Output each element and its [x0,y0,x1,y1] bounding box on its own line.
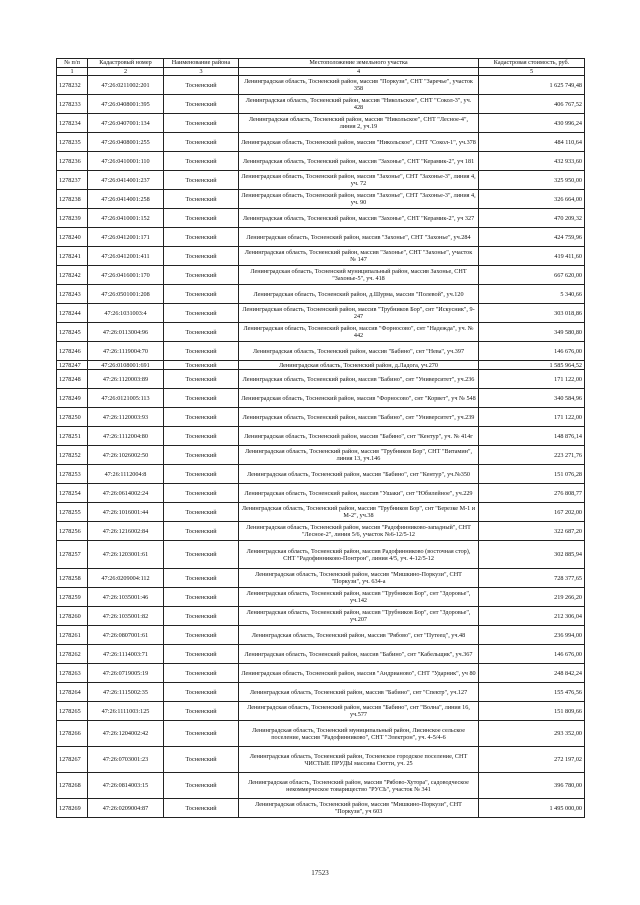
row-number: 1278263 [57,664,88,683]
row-number: 1278244 [57,304,88,323]
table-row [57,747,585,773]
row-number: 1278267 [57,747,88,773]
header-location: Местоположение земельного участка [239,59,479,68]
district-name: Тосненский [164,76,239,95]
parcel-location: Ленинградская область, Тосненский район, массив "Бабино", снт "Университет", уч.236 [239,370,479,389]
row-number: 1278255 [57,503,88,522]
row-number: 1278258 [57,569,88,588]
table-row [57,389,585,408]
cadastral-cost: 171 122,00 [479,370,585,389]
table-row [57,721,585,747]
cadastral-number: 47:26:0113004:96 [88,323,164,342]
cadastral-cost: 1 495 000,00 [479,799,585,818]
district-name: Тосненский [164,522,239,541]
cadastral-table [56,58,585,818]
cadastral-number: 47:26:0412001:411 [88,247,164,266]
district-name: Тосненский [164,747,239,773]
cadastral-cost: 302 885,94 [479,541,585,569]
cadastral-number: 47:26:0501001:208 [88,285,164,304]
row-number: 1278249 [57,389,88,408]
parcel-location: Ленинградская область, Тосненский район, массив "Бабино", снт "Кентур", уч. № 414г [239,427,479,446]
district-name: Тосненский [164,361,239,370]
district-name: Тосненский [164,285,239,304]
table-row [57,133,585,152]
district-name: Тосненский [164,342,239,361]
district-name: Тосненский [164,304,239,323]
table-row [57,541,585,569]
row-number: 1278233 [57,95,88,114]
row-number: 1278241 [57,247,88,266]
parcel-location: Ленинградская область, Тосненский район, массив "Бабино", снт "Кентур", уч.№350 [239,465,479,484]
table-row [57,95,585,114]
parcel-location: Ленинградская область, Тосненский район, массив "Рябово-Хутора", садоводческое некоммерческое товарищество "РУСЬ", участок № 341 [239,773,479,799]
district-name: Тосненский [164,702,239,721]
table-row [57,304,585,323]
parcel-location: Ленинградская область, Тосненский район, массив "Трубников Бор", снт "Березке М-1 и М-2", уч.38 [239,503,479,522]
cadastral-number: 47:26:0719005:19 [88,664,164,683]
parcel-location: Ленинградская область, Тосненский район, массив "Бабино", снт "Спектр", уч.127 [239,683,479,702]
table-row [57,370,585,389]
table-row [57,361,585,370]
cadastral-cost: 303 018,86 [479,304,585,323]
row-number: 1278236 [57,152,88,171]
district-name: Тосненский [164,664,239,683]
table-row [57,465,585,484]
table-row [57,209,585,228]
parcel-location: Ленинградская область, Тосненский район, массив "Трубников Бор", снт "Здоровье", уч.142 [239,588,479,607]
page-number: 17523 [311,869,329,877]
table-head [57,59,585,76]
district-name: Тосненский [164,389,239,408]
district-name: Тосненский [164,408,239,427]
table-row [57,228,585,247]
district-name: Тосненский [164,133,239,152]
parcel-location: Ленинградская область, Тосненский район, массив "Захонье", СНТ "Захонье-3", линия 4, уч. 90 [239,190,479,209]
header-number: № п/п [57,59,88,68]
row-number: 1278254 [57,484,88,503]
row-number: 1278260 [57,607,88,626]
cadastral-cost: 151 809,66 [479,702,585,721]
cadastral-number: 47:26:0209004:112 [88,569,164,588]
table-row [57,664,585,683]
cadastral-cost: 424 759,96 [479,228,585,247]
cadastral-cost: 272 197,02 [479,747,585,773]
row-number: 1278245 [57,323,88,342]
cadastral-number: 47:26:0108001:691 [88,361,164,370]
column-number-row [57,68,585,76]
row-number: 1278251 [57,427,88,446]
district-name: Тосненский [164,370,239,389]
district-name: Тосненский [164,465,239,484]
table-row [57,446,585,465]
header-cadastral-number: Кадастровый номер [88,59,164,68]
table-row [57,342,585,361]
district-name: Тосненский [164,247,239,266]
cadastral-number: 47:26:1112004:8 [88,465,164,484]
table-row [57,285,585,304]
column-number: 3 [164,68,239,76]
row-number: 1278247 [57,361,88,370]
cadastral-number: 47:26:1120003:93 [88,408,164,427]
cadastral-cost: 406 767,52 [479,95,585,114]
cadastral-number: 47:26:0209004:87 [88,799,164,818]
cadastral-cost: 148 876,14 [479,427,585,446]
cadastral-cost: 219 266,20 [479,588,585,607]
row-number: 1278264 [57,683,88,702]
district-name: Тосненский [164,323,239,342]
row-number: 1278234 [57,114,88,133]
cadastral-cost: 236 994,00 [479,626,585,645]
row-number: 1278248 [57,370,88,389]
column-number: 2 [88,68,164,76]
cadastral-cost: 419 411,60 [479,247,585,266]
cadastral-number: 47:26:0807001:61 [88,626,164,645]
district-name: Тосненский [164,721,239,747]
cadastral-cost: 212 306,04 [479,607,585,626]
parcel-location: Ленинградская область, Тосненский район, массив "Захонье", СНТ "Захонье", участок № 147 [239,247,479,266]
cadastral-cost: 171 122,00 [479,408,585,427]
parcel-location: Ленинградская область, Тосненский район, массив "Ушаки", снт "Юбилейное", уч.229 [239,484,479,503]
table-row [57,323,585,342]
cadastral-number: 47:26:0414001:258 [88,190,164,209]
cadastral-number: 47:26:1035001:46 [88,588,164,607]
cadastral-number: 47:26:0614002:24 [88,484,164,503]
cadastral-number: 47:26:0410001:152 [88,209,164,228]
parcel-location: Ленинградская область, Тосненский район, массив "Мишкино-Поркузи", СНТ "Поркузи", уч. 634-а [239,569,479,588]
row-number: 1278262 [57,645,88,664]
table-row [57,626,585,645]
table-row [57,171,585,190]
cadastral-number: 47:26:0410001:110 [88,152,164,171]
cadastral-number: 47:26:0416001:170 [88,266,164,285]
cadastral-number: 47:26:1204002:42 [88,721,164,747]
parcel-location: Ленинградская область, Тосненский район, массив "Поркузи", СНТ "Заречье", участок 358 [239,76,479,95]
row-number: 1278256 [57,522,88,541]
row-number: 1278252 [57,446,88,465]
table-row [57,588,585,607]
table-row [57,773,585,799]
row-number: 1278246 [57,342,88,361]
parcel-location: Ленинградская область, Тосненский район, массив "Бабино", снт "Университет", уч.239 [239,408,479,427]
column-number: 4 [239,68,479,76]
cadastral-number: 47:26:0408001:395 [88,95,164,114]
row-number: 1278235 [57,133,88,152]
cadastral-number: 47:26:0703001:23 [88,747,164,773]
cadastral-number: 47:26:1114003:71 [88,645,164,664]
table-row [57,799,585,818]
cadastral-number: 47:26:1031003:4 [88,304,164,323]
district-name: Тосненский [164,588,239,607]
cadastral-cost: 151 076,28 [479,465,585,484]
parcel-location: Ленинградская область, Тосненский район, массив "Трубников Бор", снт "Искусник", 9-247 [239,304,479,323]
cadastral-cost: 293 352,00 [479,721,585,747]
row-number: 1278261 [57,626,88,645]
cadastral-cost: 470 209,32 [479,209,585,228]
cadastral-number: 47:26:0414001:237 [88,171,164,190]
cadastral-number: 47:26:1016001:44 [88,503,164,522]
parcel-location: Ленинградская область, Тосненский район, массив "Захонье", СНТ "Захонье-3", линия 4, уч. 72 [239,171,479,190]
cadastral-number: 47:26:1119004:70 [88,342,164,361]
district-name: Тосненский [164,683,239,702]
district-name: Тосненский [164,607,239,626]
table-row [57,607,585,626]
table-body [57,76,585,818]
row-number: 1278266 [57,721,88,747]
district-name: Тосненский [164,569,239,588]
parcel-location: Ленинградская область, Тосненский район, Тосненское городское поселение, СНТ ЧИСТЫЕ ПРУДЫ массива Сютти, уч. 25 [239,747,479,773]
district-name: Тосненский [164,152,239,171]
table-row [57,76,585,95]
column-number: 1 [57,68,88,76]
district-name: Тосненский [164,645,239,664]
table-row [57,503,585,522]
parcel-location: Ленинградская область, Тосненский район, массив "Андрианово", СНТ "Ударник", уч 80 [239,664,479,683]
district-name: Тосненский [164,171,239,190]
cadastral-cost: 349 580,80 [479,323,585,342]
table-row [57,484,585,503]
parcel-location: Ленинградская область, Тосненский район, д.Шурма, массив "Полевой", уч.120 [239,285,479,304]
cadastral-number: 47:26:1035001:82 [88,607,164,626]
cadastral-cost: 146 676,00 [479,342,585,361]
parcel-location: Ленинградская область, Тосненский район, массив Радофинниково (восточная стор), СНТ "Радофинниково-Понтрон", линия 4/5, уч. 4-12/5-12 [239,541,479,569]
parcel-location: Ленинградская область, Тосненский район, массив "Радофинниково-западный", СНТ "Лесное-2", линия 5/6, участок №6-12/5-12 [239,522,479,541]
parcel-location: Ленинградская область, Тосненский муниципальный район, массив Захонье, СНТ "Захонье-5", уч. 418 [239,266,479,285]
row-number: 1278269 [57,799,88,818]
cadastral-cost: 5 340,66 [479,285,585,304]
cadastral-number: 47:26:0407001:134 [88,114,164,133]
table-row [57,247,585,266]
header-district: Наименование района [164,59,239,68]
parcel-location: Ленинградская область, Тосненский район, массив "Бабино", снт "Нева", уч.397 [239,342,479,361]
table-row [57,522,585,541]
cadastral-number: 47:26:1111003:125 [88,702,164,721]
cadastral-cost: 223 271,76 [479,446,585,465]
parcel-location: Ленинградская область, Тосненский район, массив "Захонье", СНТ "Керамик-2", уч 327 [239,209,479,228]
cadastral-cost: 1 585 964,52 [479,361,585,370]
row-number: 1278268 [57,773,88,799]
row-number: 1278259 [57,588,88,607]
parcel-location: Ленинградская область, Тосненский район, массив "Захонье", СНТ "Керамик-2", уч 181 [239,152,479,171]
row-number: 1278265 [57,702,88,721]
row-number: 1278243 [57,285,88,304]
cadastral-number: 47:26:0121005:113 [88,389,164,408]
cadastral-number: 47:26:0211002:201 [88,76,164,95]
district-name: Тосненский [164,95,239,114]
table-row [57,702,585,721]
row-number: 1278239 [57,209,88,228]
cadastral-cost: 430 996,24 [479,114,585,133]
cadastral-cost: 276 808,77 [479,484,585,503]
parcel-location: Ленинградская область, Тосненский район, массив "Бабино", снт "Волна", линия 16, уч.577 [239,702,479,721]
row-number: 1278238 [57,190,88,209]
parcel-location: Ленинградская область, Тосненский район, массив "Трубников Бор", СНТ "Витамин", линия 13, уч.146 [239,446,479,465]
parcel-location: Ленинградская область, Тосненский район, д.Ладога, уч.270 [239,361,479,370]
cadastral-number: 47:26:1115002:35 [88,683,164,702]
row-number: 1278253 [57,465,88,484]
parcel-location: Ленинградская область, Тосненский район, массив "Рябово", снт "Путеец", уч.48 [239,626,479,645]
column-number: 5 [479,68,585,76]
cadastral-number: 47:26:1026002:50 [88,446,164,465]
row-number: 1278250 [57,408,88,427]
cadastral-number: 47:26:0412001:171 [88,228,164,247]
row-number: 1278232 [57,76,88,95]
cadastral-cost: 248 842,24 [479,664,585,683]
cadastral-cost: 432 933,60 [479,152,585,171]
district-name: Тосненский [164,541,239,569]
district-name: Тосненский [164,503,239,522]
parcel-location: Ленинградская область, Тосненский муниципальный район, Лисинское сельское поселение, массив "Радофинниково", СНТ "Электрон", уч. 4-5/4-6 [239,721,479,747]
table-row [57,569,585,588]
row-number: 1278240 [57,228,88,247]
cadastral-cost: 340 584,96 [479,389,585,408]
table-row [57,190,585,209]
cadastral-cost: 1 625 749,48 [479,76,585,95]
cadastral-cost: 484 110,64 [479,133,585,152]
cadastral-number: 47:26:1120003:89 [88,370,164,389]
row-number: 1278237 [57,171,88,190]
row-number: 1278242 [57,266,88,285]
parcel-location: Ленинградская область, Тосненский район, массив "Захонье", СНТ "Захонье", уч.284 [239,228,479,247]
cadastral-cost: 325 950,00 [479,171,585,190]
district-name: Тосненский [164,446,239,465]
table-row [57,427,585,446]
cadastral-cost: 322 687,20 [479,522,585,541]
table-row [57,408,585,427]
cadastral-number: 47:26:0408001:255 [88,133,164,152]
cadastral-cost: 155 476,56 [479,683,585,702]
header-row [57,59,585,68]
district-name: Тосненский [164,228,239,247]
district-name: Тосненский [164,114,239,133]
parcel-location: Ленинградская область, Тосненский район, массив "Бабино", снт "Кабельщик", уч.367 [239,645,479,664]
district-name: Тосненский [164,773,239,799]
parcel-location: Ленинградская область, Тосненский район, массив "Никольское", СНТ "Сокол-3", уч. 428 [239,95,479,114]
cadastral-number: 47:26:1216002:84 [88,522,164,541]
row-number: 1278257 [57,541,88,569]
parcel-location: Ленинградская область, Тосненский район, массив "Никольское", СНТ "Сокол-1", уч.378 [239,133,479,152]
table-row [57,683,585,702]
parcel-location: Ленинградская область, Тосненский район, массив "Мишкино-Поркузи", СНТ "Поркузи", уч 603 [239,799,479,818]
cadastral-number: 47:26:0814003:15 [88,773,164,799]
district-name: Тосненский [164,799,239,818]
table-row [57,114,585,133]
parcel-location: Ленинградская область, Тосненский район, массив "Трубников Бор", снт "Здоровье", уч.207 [239,607,479,626]
cadastral-number: 47:26:1112004:80 [88,427,164,446]
parcel-location: Ленинградская область, Тосненский район, массив "Форносово", снт "Надежда", уч. № 442 [239,323,479,342]
header-cost: Кадастровая стоимость, руб. [479,59,585,68]
cadastral-cost: 167 202,00 [479,503,585,522]
district-name: Тосненский [164,626,239,645]
cadastral-cost: 146 676,00 [479,645,585,664]
district-name: Тосненский [164,266,239,285]
cadastral-number: 47:26:1203001:61 [88,541,164,569]
table-row [57,266,585,285]
parcel-location: Ленинградская область, Тосненский район, массив "Никольское", СНТ "Лесное-4", линия 2, уч.19 [239,114,479,133]
district-name: Тосненский [164,190,239,209]
district-name: Тосненский [164,427,239,446]
table-row [57,152,585,171]
district-name: Тосненский [164,209,239,228]
table-row [57,645,585,664]
cadastral-cost: 728 377,65 [479,569,585,588]
cadastral-cost: 396 780,00 [479,773,585,799]
cadastral-cost: 667 620,00 [479,266,585,285]
parcel-location: Ленинградская область, Тосненский район, массив "Форносово", снт "Корвет", уч № 548 [239,389,479,408]
district-name: Тосненский [164,484,239,503]
cadastral-cost: 326 664,00 [479,190,585,209]
